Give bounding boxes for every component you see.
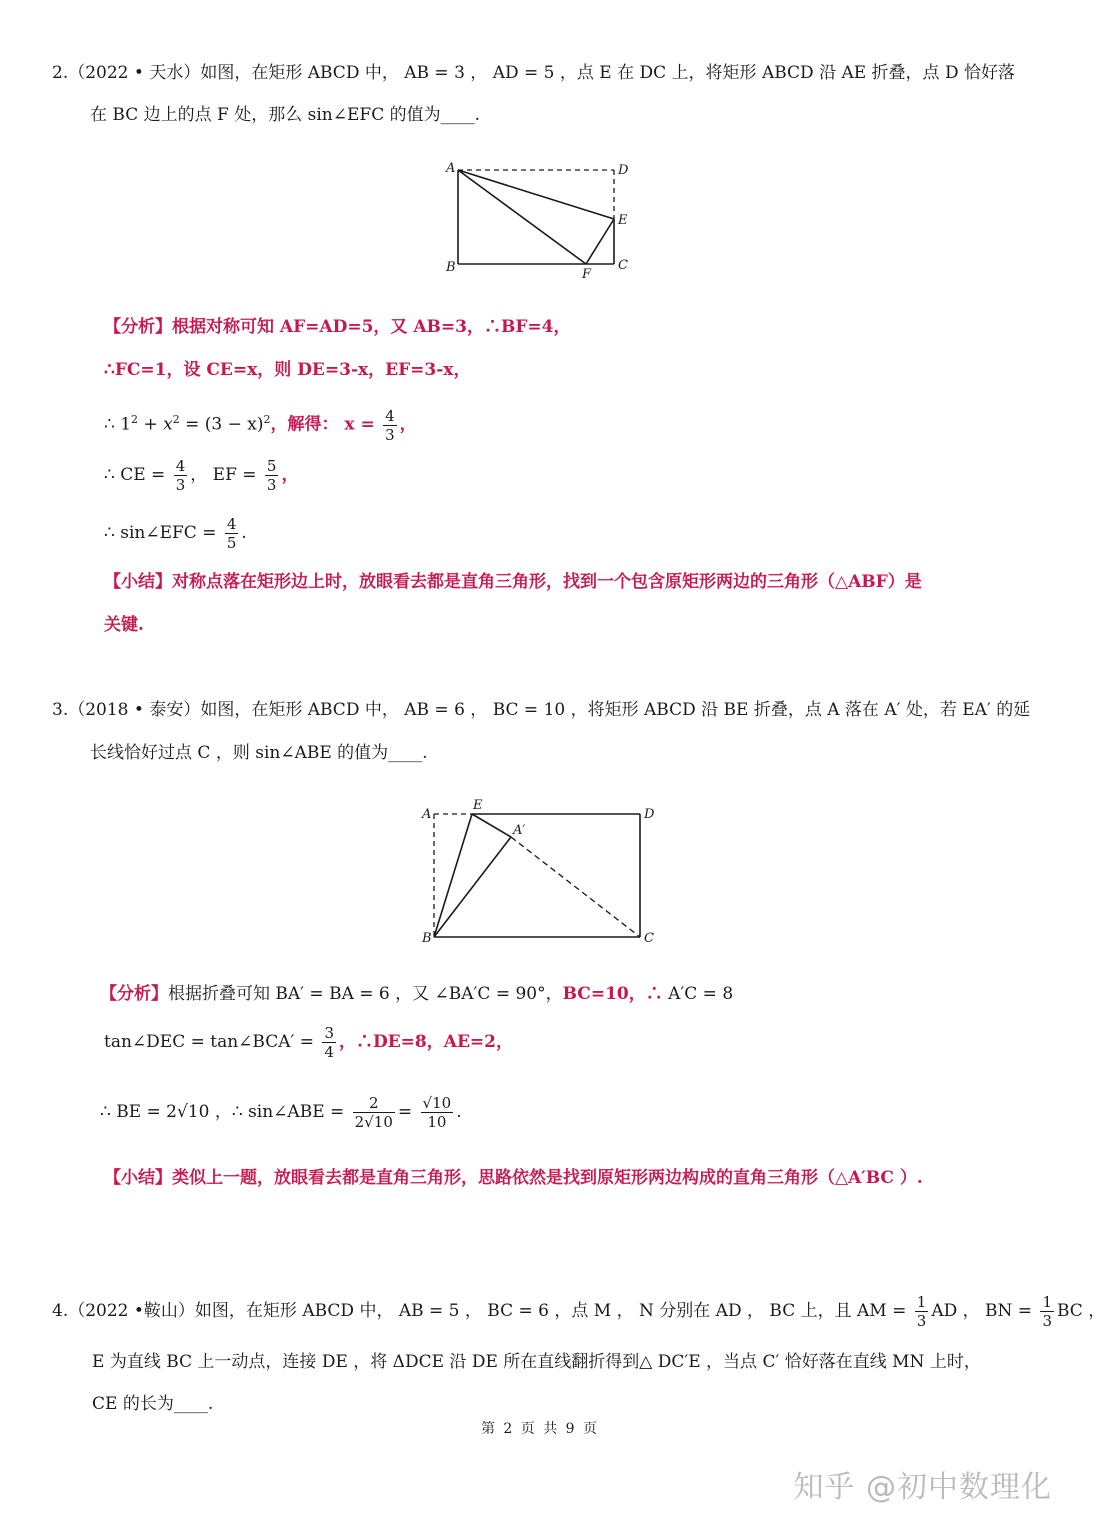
page-footer: 第 2 页 共 9 页 xyxy=(480,1421,600,1437)
q2-comma: ， xyxy=(281,465,299,485)
q2-summary-2: 关键. xyxy=(104,615,144,635)
q2-summary-tag: 【小结】 xyxy=(104,572,172,592)
q3-eq-red: ，∴DE=8，AE=2， xyxy=(338,1032,513,1052)
q3-equation-tan xyxy=(104,1024,513,1061)
q2-summary-1 xyxy=(104,570,922,594)
q3-analysis-tag: 【分析】 xyxy=(100,984,168,1004)
q3-fraction-tan xyxy=(322,1024,336,1061)
q3-rectangle-diagram xyxy=(416,796,666,948)
q2-analysis-1 xyxy=(104,315,571,339)
q2-analysis-2: ∴FC=1，设 CE=x，则 DE=3-x，EF=3-x， xyxy=(104,360,471,380)
q2-analysis-tag: 【分析】 xyxy=(104,317,172,337)
frac-num: 4 xyxy=(385,406,395,425)
q3-equals: = xyxy=(397,1102,413,1122)
frac-num: 4 xyxy=(175,457,186,475)
q3-equation-sin xyxy=(100,1094,462,1131)
q3-summary-text: 类似上一题，放眼看去都是直角三角形，思路依然是找到原矩形两边构成的直角三角形（△A′BC ）. xyxy=(172,1168,923,1188)
frac-den: 4 xyxy=(324,1043,334,1061)
q2-summary-text: 对称点落在矩形边上时，放眼看去都是直角三角形，找到一个包含原矩形两边的三角形（△ABF）是 xyxy=(172,572,922,592)
q3-summary xyxy=(104,1166,923,1190)
q2-eq-part: ∴ 1 xyxy=(104,414,132,435)
q2-fraction-x xyxy=(383,407,397,444)
q2-eq-sup: 2 xyxy=(172,413,180,426)
frac-den: 5 xyxy=(226,534,237,552)
frac-num: 1 xyxy=(1042,1293,1052,1311)
q2-equation-ce-ef xyxy=(104,457,298,494)
frac-den: 3 xyxy=(175,476,186,494)
frac-num: 3 xyxy=(324,1024,334,1042)
frac-num: √10 xyxy=(422,1094,452,1112)
q2-equation-pythagoras xyxy=(104,402,417,444)
q2-eq-ef: ， EF = xyxy=(190,465,257,485)
q2-eq-sin: ∴ sin∠EFC = xyxy=(104,523,217,543)
q2-comma: ， xyxy=(399,414,417,435)
q2-eq-sup: 2 xyxy=(263,413,271,426)
q2-rectangle-diagram xyxy=(440,158,640,282)
q2-eq-part: = (3 − x) xyxy=(179,414,264,435)
q2-stem-line1: 2.（2022 • 天水）如图，在矩形 ABCD 中， AB = 3 ， AD = 5 ，点 E 在 DC 上，将矩形 ABCD 沿 AE 折叠，点 D 恰好落 xyxy=(52,63,1015,83)
frac-num: 1 xyxy=(916,1293,927,1311)
q2-analysis-text1: 根据对称可知 AF=AD=5，又 AB=3，∴BF=4， xyxy=(172,317,571,337)
watermark: 知乎 @初中数理化 xyxy=(793,1470,1052,1505)
q2-fraction-ce xyxy=(174,457,188,494)
q3-analysis-text: 根据折叠可知 BA′ = BA = 6 ，又 ∠BA′C = 90°， xyxy=(168,984,563,1004)
q3-fraction-2 xyxy=(421,1094,454,1131)
q2-label-E: E xyxy=(618,213,628,228)
q3-stem-line1: 3.（2018 • 泰安）如图，在矩形 ABCD 中， AB = 6 ， BC = 10 ，将矩形 ABCD 沿 BE 折叠，点 A 落在 A′ 处，若 EA′ 的延 xyxy=(52,700,1031,720)
q2-eq-part: + x xyxy=(138,414,173,435)
q3-period: . xyxy=(456,1102,462,1122)
q3-analysis-text2: A′C = 8 xyxy=(662,984,734,1004)
q2-label-B: B xyxy=(446,260,456,275)
q4-fraction-am xyxy=(915,1293,929,1330)
q2-label-F: F xyxy=(582,267,592,282)
q4-stem-line3: CE 的长为____. xyxy=(92,1394,214,1414)
frac-den: 3 xyxy=(1042,1312,1052,1330)
q4-stem-line2: E 为直线 BC 上一动点，连接 DE ，将 ΔDCE 沿 DE 所在直线翻折得到△ DC′E ，当点 C′ 恰好落在直线 MN 上时， xyxy=(92,1352,981,1372)
q3-fraction-1 xyxy=(353,1094,395,1131)
q4-stem-line1 xyxy=(52,1293,1105,1330)
q2-label-D: D xyxy=(618,163,629,178)
q4-fraction-bn xyxy=(1040,1293,1054,1330)
q2-eq-sup: 2 xyxy=(131,413,139,426)
q2-fraction-ef xyxy=(265,457,279,494)
frac-den: 3 xyxy=(385,425,395,444)
q3-eq-be: ∴ BE = 2√10 ，∴ sin∠ABE = xyxy=(100,1102,345,1122)
q3-label-A: A xyxy=(422,807,432,822)
q2-eq-solve: ，解得： x = xyxy=(270,414,375,435)
q4-stem-part: BC ， xyxy=(1057,1301,1105,1321)
q3-label-B: B xyxy=(422,931,432,946)
frac-num: 4 xyxy=(226,515,237,533)
q2-period: . xyxy=(241,523,247,543)
q3-summary-tag: 【小结】 xyxy=(104,1168,172,1188)
q3-eq-tan: tan∠DEC = tan∠BCA′ = xyxy=(104,1032,315,1052)
q4-stem-part: AD ， BN = xyxy=(931,1301,1033,1321)
frac-num: 5 xyxy=(266,457,277,475)
q3-label-E: E xyxy=(473,798,483,813)
frac-den: 3 xyxy=(266,476,277,494)
frac-num: 2 xyxy=(353,1094,395,1113)
frac-den: 10 xyxy=(427,1113,447,1131)
frac-den: 2√10 xyxy=(354,1113,393,1131)
q3-label-C: C xyxy=(644,931,654,946)
q3-label-Aprime: A′ xyxy=(513,823,526,838)
frac-den: 3 xyxy=(916,1312,927,1330)
q4-stem-part: 4.（2022 •鞍山）如图，在矩形 ABCD 中， AB = 5 ， BC = 6 ，点 M ， N 分别在 AD ， BC 上，且 AM = xyxy=(52,1301,907,1321)
q2-label-A: A xyxy=(446,161,456,176)
q3-analysis-1 xyxy=(100,982,733,1006)
q2-equation-sin xyxy=(104,515,247,552)
q2-eq-ce: ∴ CE = xyxy=(104,465,166,485)
q3-analysis-red: BC=10，∴ xyxy=(562,984,663,1004)
q2-stem-line2: 在 BC 边上的点 F 处，那么 sin∠EFC 的值为____. xyxy=(90,105,481,125)
q2-fraction-sin xyxy=(225,515,239,552)
q3-stem-line2: 长线恰好过点 C ，则 sin∠ABE 的值为____. xyxy=(90,743,428,763)
q2-label-C: C xyxy=(618,258,628,273)
q3-label-D: D xyxy=(644,807,655,822)
